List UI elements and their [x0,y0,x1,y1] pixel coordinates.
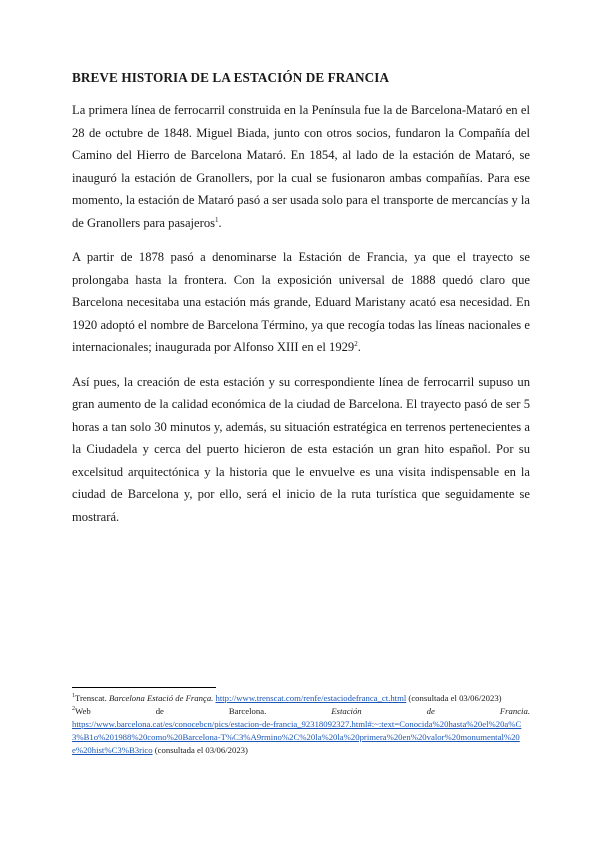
footnote-2-link[interactable]: https://www.barcelona.cat/es/conocebcn/pics/estacion-de-francia_92318092327.html#:~:text=Conocida%20hasta%20el%20a%C3%B1o%201988%20como%20Barcelona-T%C3%A9rmino%2C%20la%20la%20primera%20en%20valor%20monumental%20e%20hist%C3%B3rico [72,719,522,755]
footnote-1-title: Barcelona Estació de França. [108,693,214,703]
footnote-2-consulted: (consultada el 03/06/2023) [154,745,248,755]
paragraph-2 [72,246,530,359]
footnote-1-source: Trenscat. [75,693,107,703]
footnote-2-source-word: Barcelona. [228,706,267,716]
paragraph-2-end: . [357,340,361,354]
footnote-1-consulted: (consultada el 03/06/2023) [408,693,502,703]
paragraph-1-text: La primera línea de ferrocarril construida en la Península fue la de Barcelona-Mataró en el 28 de octubre de 1848. Miguel Biada, junto con otros socios, fundaron la Compañía del Camino del Hierro de Barcelona Mataró. En 1854, al lado de la estación de Mataró, se inauguró la estación de Granollers, por la cual se fusionaron ambas compañías. Para ese momento, la estación de Mataró pasó a ser usada solo para el transporte de mercancías y la de Granollers para pasajeros [72,103,530,230]
footnote-2-title-word: Francia. [499,706,530,716]
paragraph-1-end: . [218,215,222,230]
paragraph-3-text: Así pues, la creación de esta estación y su correspondiente línea de ferrocarril supuso un gran aumento de la calidad económica de la ciudad de Barcelona. El trayecto pasó de ser 5 horas a tan solo 30 minutos y, además, su situación estratégica en terrenos pertenecientes a la Ciudadela y cerca del puerto hicieron de esta estación un gran hito español. Por su excelsitud arquitectónica y la historia que le envuelve es una visita indispensable en la ciudad de Barcelona y, por ello, será el inicio de la ruta turística que seguidamente se mostrará. [72,374,530,524]
footnote-1-link[interactable]: http://www.trenscat.com/renfe/estaciodefranca_ct.html [215,693,407,703]
document-body [72,99,530,540]
paragraph-1 [72,99,530,234]
footnote-2-title-word: Estación [331,706,362,716]
footnote-2-heading [72,705,530,718]
footnote-1 [72,692,530,705]
footnote-2-title-word: de [426,706,435,716]
footnote-ref-2[interactable]: 2 [354,339,358,348]
footnote-ref-1[interactable]: 1 [215,215,219,224]
paragraph-3 [72,371,530,529]
footnote-2 [72,705,530,757]
footnote-2-mark: 2 [72,706,75,713]
footnote-separator [72,687,216,688]
footnotes [72,692,530,757]
page-title: BREVE HISTORIA DE LA ESTACIÓN DE FRANCIA [72,70,390,85]
footnote-1-mark: 1 [72,693,75,700]
paragraph-2-text: A partir de 1878 pasó a denominarse la Estación de Francia, ya que el trayecto se prolongaba hasta la frontera. Con la exposición universal de 1888 quedó claro que Barcelona necesitaba una estación más grande, Eduard Maristany acató esa necesidad. En 1920 adoptó el nombre de Barcelona Término, ya que recogía todas las líneas nacionales e internacionales; inaugurada por Alfonso XIII en el 1929 [72,250,530,354]
footnote-2-source-word: Web [75,706,91,716]
footnote-2-source-word: de [155,706,164,716]
